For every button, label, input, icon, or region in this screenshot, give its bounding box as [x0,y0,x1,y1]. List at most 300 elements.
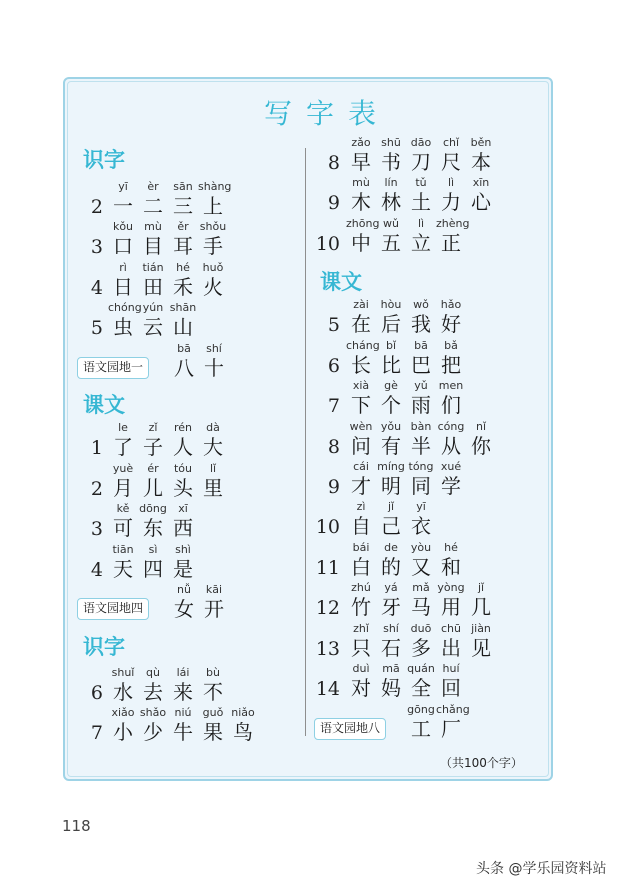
character-cell [436,622,466,660]
hanzi: 出 [441,636,461,660]
pinyin: zì [356,500,366,513]
hanzi: 的 [381,555,401,579]
character-cell [436,460,466,498]
hanzi: 把 [441,353,461,377]
pinyin: shì [175,543,191,556]
character-cell [346,541,376,579]
pinyin: zài [353,298,369,311]
character-cell [406,136,436,174]
character-cell [406,541,436,579]
character-cell [406,217,436,255]
hanzi: 禾 [173,275,193,299]
hanzi: 人 [173,435,193,459]
pinyin: yá [384,581,398,594]
hanzi: 子 [143,435,163,459]
character-cell [436,703,470,741]
character-cell [138,261,168,299]
table-row [77,419,307,459]
lesson-number: 5 [90,317,103,339]
table-row [77,340,307,380]
character-cell [346,379,376,417]
pinyin: wǔ [383,217,399,230]
pinyin: de [384,541,398,554]
character-group [346,541,466,579]
hanzi: 云 [143,315,163,339]
hanzi: 心 [471,190,491,214]
table-row [314,215,544,255]
table-row [314,377,544,417]
hanzi: 同 [411,474,431,498]
character-group [346,298,466,336]
character-cell [138,301,168,339]
character-cell [108,543,138,581]
table-row [77,664,307,704]
character-cell [376,460,406,498]
character-cell [406,298,436,336]
pinyin: sì [148,543,158,556]
character-cell [406,460,436,498]
hanzi: 和 [441,555,461,579]
pinyin: yuè [112,462,134,475]
hanzi: 田 [143,275,163,299]
lesson-number: 4 [90,559,103,581]
character-cell [108,502,138,540]
pinyin: tǔ [415,176,427,189]
pinyin: hòu [380,298,402,311]
lesson-number: 9 [327,192,340,214]
character-cell [346,420,376,458]
pinyin: yǔ [414,379,428,392]
character-cell [138,666,168,704]
hanzi: 工 [411,717,431,741]
character-cell [436,420,466,458]
pinyin: ěr [177,220,189,233]
pinyin: huǒ [202,261,224,274]
character-group [108,462,228,500]
hanzi: 半 [411,434,431,458]
table-row [314,539,544,579]
character-cell [376,420,406,458]
character-group [108,301,198,339]
hanzi: 儿 [143,476,163,500]
character-cell [199,342,229,380]
character-group [108,261,228,299]
character-cell [406,581,436,619]
character-cell [406,622,436,660]
hanzi: 妈 [381,676,401,700]
character-cell [168,220,198,258]
hanzi: 牛 [173,720,193,744]
pinyin: jiàn [471,622,491,635]
character-cell [169,583,199,621]
hanzi: 有 [381,434,401,458]
character-cell [108,421,138,459]
table-row [77,460,307,500]
pinyin: quán [407,662,435,675]
table-row [77,218,307,258]
pinyin: kǒu [112,220,134,233]
character-cell [376,500,406,538]
hanzi: 头 [173,476,193,500]
pinyin: tiān [112,543,134,556]
character-group [346,379,466,417]
pinyin: duō [410,622,432,635]
pinyin: shàng [198,180,232,193]
table-row [314,660,544,700]
character-cell [436,298,466,336]
character-cell [466,176,496,214]
character-cell [376,581,406,619]
pinyin: mā [382,662,400,675]
hanzi: 厂 [441,717,461,741]
pinyin: lái [176,666,190,679]
character-group [169,342,229,380]
pinyin: shǒu [199,220,227,233]
character-cell [199,583,229,621]
pinyin: yī [118,180,128,193]
hanzi: 西 [173,516,193,540]
hanzi: 多 [411,636,431,660]
table-row [77,704,307,744]
pinyin: zǎo [351,136,371,149]
hanzi: 手 [203,234,223,258]
character-group [108,666,228,704]
pinyin: xué [440,460,462,473]
hanzi: 比 [381,353,401,377]
character-group [108,220,228,258]
hanzi: 又 [411,555,431,579]
character-group [108,180,232,218]
lesson-number: 8 [327,436,340,458]
table-row [314,620,544,660]
section-heading: 课文 [320,270,362,294]
lesson-number: 7 [90,722,103,744]
hanzi: 见 [471,636,491,660]
character-cell [168,180,198,218]
hanzi: 口 [113,234,133,258]
pinyin: wèn [349,420,373,433]
character-cell [436,339,466,377]
pinyin: rì [119,261,127,274]
hanzi: 月 [113,476,133,500]
character-group [346,581,496,619]
hanzi: 里 [203,476,223,500]
pinyin: rén [173,421,193,434]
character-cell [376,136,406,174]
character-group [346,622,496,660]
lesson-number: 13 [315,638,340,660]
character-cell [376,298,406,336]
hanzi: 了 [113,435,133,459]
character-group [346,217,470,255]
hanzi: 后 [381,312,401,336]
hanzi: 五 [381,231,401,255]
character-cell [346,217,380,255]
hanzi: 十 [204,356,224,380]
table-row [77,541,307,581]
hanzi: 对 [351,676,371,700]
character-cell [466,581,496,619]
hanzi: 立 [411,231,431,255]
pinyin: lǐ [209,462,217,475]
pinyin: hé [444,541,458,554]
character-cell [168,421,198,459]
hanzi: 石 [381,636,401,660]
hanzi: 长 [351,353,371,377]
pinyin: bàn [410,420,432,433]
hanzi: 竹 [351,595,371,619]
hanzi: 可 [113,516,133,540]
lesson-number: 2 [90,196,103,218]
lesson-number: 2 [90,478,103,500]
pinyin: shū [381,136,401,149]
unit-badge: 语文园地四 [77,598,149,620]
pinyin: zhōng [346,217,380,230]
hanzi: 雨 [411,393,431,417]
character-cell [168,301,198,339]
character-cell [436,541,466,579]
character-cell [406,662,436,700]
hanzi: 衣 [411,514,431,538]
hanzi: 早 [351,150,371,174]
character-cell [138,502,168,540]
pinyin: cái [353,460,369,473]
pinyin: tián [142,261,164,274]
hanzi: 下 [351,393,371,417]
character-group [346,136,496,174]
character-cell [198,261,228,299]
character-cell [406,379,436,417]
hanzi: 巴 [411,353,431,377]
pinyin: shí [206,342,222,355]
pinyin: bù [206,666,220,679]
character-cell [436,176,466,214]
pinyin: sān [173,180,193,193]
character-cell [466,136,496,174]
character-group [108,543,198,581]
character-group [346,460,466,498]
character-group [346,500,436,538]
hanzi: 明 [381,474,401,498]
table-row [314,134,544,174]
character-cell [436,379,466,417]
pinyin: shǎo [139,706,167,719]
pinyin: tóng [408,460,434,473]
pinyin: yǒu [380,420,402,433]
hanzi: 中 [351,231,371,255]
character-cell [198,666,228,704]
hanzi: 你 [471,434,491,458]
character-group [108,706,258,744]
hanzi: 回 [441,676,461,700]
pinyin: niú [174,706,192,719]
pinyin: gōng [407,703,435,716]
section-heading: 识字 [83,635,125,659]
hanzi: 林 [381,190,401,214]
character-cell [346,662,376,700]
pinyin: lì [417,217,425,230]
page-title: 写字表 [263,97,390,130]
table-row [77,178,307,218]
pinyin: zhèng [436,217,470,230]
pinyin: nǐ [475,420,487,433]
pinyin: niǎo [231,706,255,719]
character-cell [108,462,138,500]
lesson-number: 4 [90,277,103,299]
character-cell [346,339,380,377]
character-cell [376,176,406,214]
character-cell [376,622,406,660]
pinyin: men [438,379,464,392]
hanzi: 从 [441,434,461,458]
hanzi: 果 [203,720,223,744]
pinyin: dà [206,421,220,434]
pinyin: dōng [139,502,167,515]
pinyin: dāo [410,136,432,149]
pinyin: chū [441,622,461,635]
pinyin: wǒ [413,298,429,311]
pinyin: xī [178,502,188,515]
character-cell [436,662,466,700]
hanzi: 八 [174,356,194,380]
character-cell [168,502,198,540]
pinyin: bái [352,541,370,554]
character-cell [376,339,406,377]
character-group [346,420,496,458]
table-row [314,458,544,498]
character-cell [436,217,470,255]
hanzi: 山 [173,315,193,339]
pinyin: jǐ [477,581,485,594]
hanzi: 牙 [381,595,401,619]
hanzi: 尺 [441,150,461,174]
character-cell [376,379,406,417]
character-cell [108,180,138,218]
hanzi: 来 [173,680,193,704]
pinyin: yī [416,500,426,513]
character-cell [168,261,198,299]
hanzi: 书 [381,150,401,174]
hanzi: 三 [173,194,193,218]
hanzi: 日 [113,275,133,299]
hanzi: 小 [113,720,133,744]
hanzi: 全 [411,676,431,700]
lesson-number: 14 [315,678,340,700]
character-cell [138,543,168,581]
pinyin: kāi [205,583,223,596]
pinyin: cháng [346,339,380,352]
hanzi: 自 [351,514,371,538]
watermark-label: 头条 @学乐园资料站 [476,861,607,877]
hanzi: 刀 [411,150,431,174]
hanzi: 天 [113,557,133,581]
hanzi: 土 [411,190,431,214]
lesson-number: 7 [327,395,340,417]
character-cell [138,180,168,218]
character-cell [406,420,436,458]
hanzi: 个 [381,393,401,417]
hanzi: 一 [113,194,133,218]
table-row [77,259,307,299]
lesson-number: 8 [327,152,340,174]
character-cell [466,622,496,660]
hanzi: 鸟 [233,720,253,744]
hanzi: 本 [471,150,491,174]
character-group [346,339,466,377]
table-row [314,418,544,458]
pinyin: bā [177,342,191,355]
hanzi: 学 [441,474,461,498]
lesson-number: 10 [315,233,340,255]
character-cell [466,420,496,458]
hanzi: 马 [411,595,431,619]
hanzi: 在 [351,312,371,336]
hanzi: 水 [113,680,133,704]
hanzi: 只 [351,636,371,660]
lesson-number: 10 [315,516,340,538]
hanzi: 们 [441,393,461,417]
character-cell [406,339,436,377]
pinyin: jǐ [387,500,395,513]
character-cell [376,541,406,579]
table-row [314,579,544,619]
character-cell [108,261,138,299]
character-cell [168,666,198,704]
character-cell [138,706,168,744]
table-row [314,337,544,377]
table-row [314,701,544,741]
character-cell [406,500,436,538]
pinyin: zhú [351,581,371,594]
pinyin: bǎ [444,339,458,352]
table-row [314,498,544,538]
pinyin: èr [147,180,159,193]
section-heading: 课文 [83,393,125,417]
pinyin: gè [384,379,398,392]
character-cell [406,176,436,214]
pinyin: nǚ [177,583,191,596]
total-count-note: （共100个字） [440,756,523,770]
character-cell [346,500,376,538]
hanzi: 力 [441,190,461,214]
character-cell [406,703,436,741]
character-cell [436,136,466,174]
pinyin: zhǐ [353,622,369,635]
lesson-number: 6 [327,355,340,377]
character-cell [198,462,228,500]
hanzi: 几 [471,595,491,619]
hanzi: 大 [203,435,223,459]
lesson-number: 5 [327,314,340,336]
table-row [77,299,307,339]
pinyin: bā [414,339,428,352]
pinyin: tóu [173,462,192,475]
section-heading: 识字 [83,148,125,172]
character-cell [346,460,376,498]
character-group [346,176,496,214]
hanzi: 火 [203,275,223,299]
pinyin: kě [116,502,130,515]
hanzi: 木 [351,190,371,214]
lesson-number: 11 [315,557,340,579]
hanzi: 二 [143,194,163,218]
character-cell [376,217,406,255]
lesson-number: 3 [90,236,103,258]
character-cell [169,342,199,380]
pinyin: yún [142,301,164,314]
hanzi: 去 [143,680,163,704]
pinyin: běn [470,136,492,149]
